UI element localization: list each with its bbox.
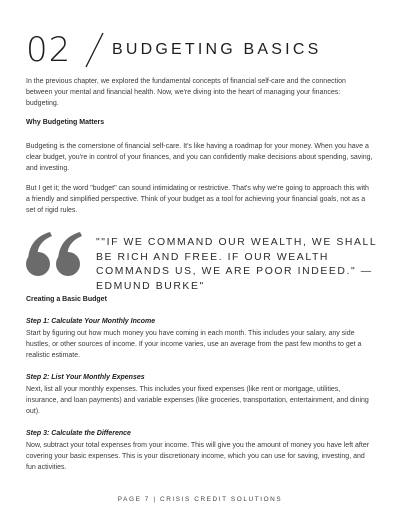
- step-1-title: Step 1: Calculate Your Monthly Income: [26, 318, 156, 325]
- step-2-title: Step 2: List Your Monthly Expenses: [26, 374, 145, 381]
- step-2-body: Next, list all your monthly expenses. This includes your fixed expenses (like rent or mortgage, utilities, insurance, and loan payments) and variable expenses (like groceries, transportation, entertainment, and dining out).: [26, 386, 369, 416]
- quote-mark-icon: [26, 232, 84, 278]
- intro-paragraph: In the previous chapter, we explored the fundamental concepts of financial self-care and the connection between your mental and financial health. Now, we're diving into the heart of managing your finances: budgeting.: [26, 78, 346, 108]
- creating-heading: Creating a Basic Budget: [26, 296, 107, 303]
- document-page: [26, 0, 377, 517]
- why-paragraph-1: Budgeting is the cornerstone of financial self-care. It's like having a roadmap for your money. When you have a clear budget, you're in control of your finances, and you can confidently make decisions about spending, saving, and investing.: [26, 143, 373, 173]
- page-footer: PAGE 7 | CRISIS CREDIT SOLUTIONS: [117, 496, 283, 503]
- step-3-title: Step 3: Calculate the Difference: [26, 430, 131, 437]
- slash-divider-icon: [83, 32, 105, 68]
- pull-quote: ""IF WE COMMAND OUR WEALTH, WE SHALL BE RICH AND FREE. IF OUR WEALTH COMMANDS US, WE ARE POOR INDEED." — EDMUND BURKE": [96, 237, 377, 292]
- step-1-body: Start by figuring out how much money you have coming in each month. This includes your salary, any side hustles, or other sources of income. If your income varies, use an average from the past few months to get a realistic estimate.: [26, 330, 362, 360]
- step-3-body: Now, subtract your total expenses from your income. This will give you the amount of money you have left after covering your basic expenses. This is your discretionary income, which you can use for saving, investing, and fun activities.: [26, 442, 370, 472]
- chapter-number: 02: [26, 30, 72, 70]
- chapter-header: [26, 30, 374, 70]
- why-heading: Why Budgeting Matters: [26, 119, 105, 126]
- chapter-title: BUDGETING BASICS: [112, 41, 322, 58]
- why-paragraph-2: But I get it; the word "budget" can sound intimidating or restrictive. That's why we're going to approach this with a friendly and simplified perspective. Think of your budget as a tool for achieving your financial goals, not as a set of rigid rules.: [26, 185, 369, 215]
